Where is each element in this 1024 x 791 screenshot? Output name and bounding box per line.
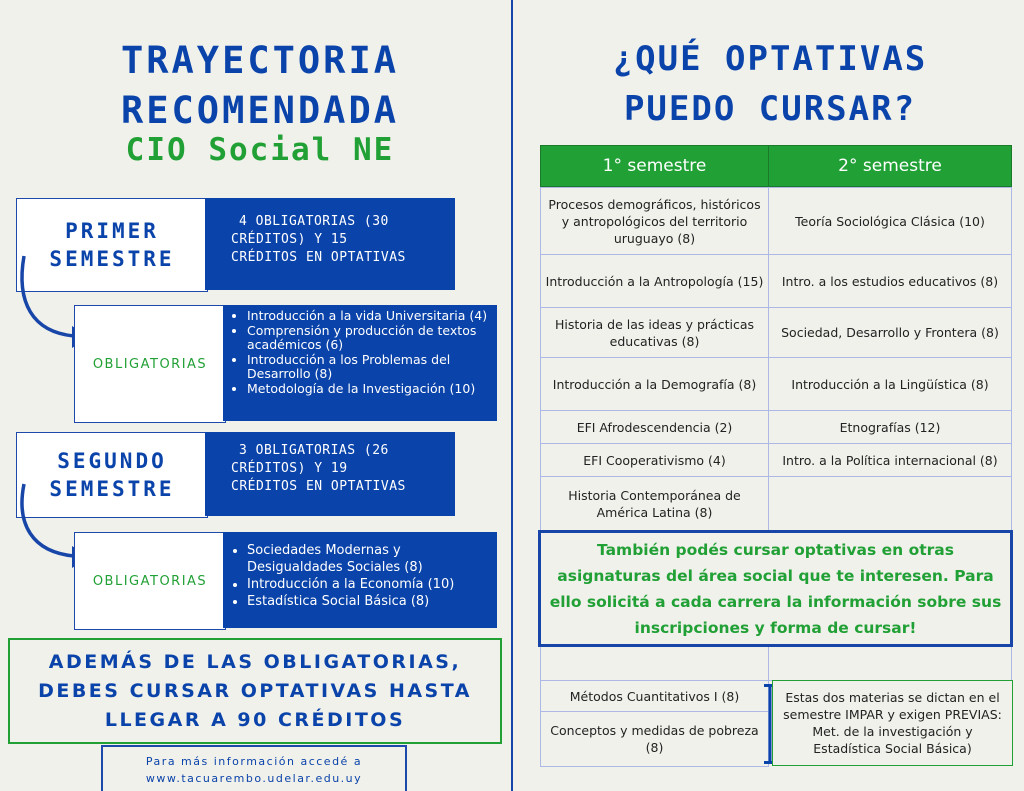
center-divider <box>511 0 513 791</box>
second-semester-oblig-label: OBLIGATORIAS <box>74 532 226 630</box>
table-cell <box>768 476 1012 531</box>
table-cell: Introducción a la Lingüística (8) <box>768 357 1012 411</box>
second-semester-course-list <box>223 532 497 628</box>
second-semester-label-line1: SEGUNDO <box>57 449 167 473</box>
list-item: • Sociedades Modernas y Desigualdades Sociales (8) <box>247 542 493 576</box>
second-semester-info <box>205 432 455 516</box>
first-semester-info <box>205 198 455 290</box>
left-title-line1: TRAYECTORIA <box>120 39 400 82</box>
second-semester-info-line1: 3 OBLIGATORIAS (26 <box>239 443 389 458</box>
more-info-url[interactable]: www.tacuarembo.udelar.edu.uy <box>145 772 363 785</box>
first-semester-label-line1: PRIMER <box>65 219 159 243</box>
list-item: • Introducción a la Economía (10) <box>247 576 493 593</box>
table-cell: Introducción a la Demografía (8) <box>540 357 769 411</box>
first-semester-label-line2: SEMESTRE <box>49 247 175 271</box>
list-item: • Introducción a los Problemas del Desarrollo (8) <box>247 353 493 382</box>
table-header-semester-2: 2° semestre <box>768 145 1012 187</box>
table-cell: Métodos Cuantitativos I (8) <box>540 680 769 712</box>
table-cell: Historia de las ideas y prácticas educativas (8) <box>540 307 769 358</box>
optatives-note-box: También podés cursar optativas en otras asignaturas del área social que te interesen. Para ello solicitá a cada carrera la información sobre sus inscripciones y forma de cursar! <box>538 530 1013 647</box>
table-cell: Teoría Sociológica Clásica (10) <box>768 187 1012 255</box>
left-title-line2: RECOMENDADA <box>120 89 400 132</box>
table-cell: Etnografías (12) <box>768 410 1012 444</box>
table-cell: Introducción a la Antropología (15) <box>540 254 769 308</box>
list-item: • Introducción a la vida Universitaria (4) <box>247 309 493 324</box>
credits-requirement-box <box>8 638 502 744</box>
credits-requirement-line2: DEBES CURSAR OPTATIVAS HASTA <box>38 679 472 702</box>
second-semester-info-line2: CRÉDITOS) Y 19 <box>231 461 348 476</box>
right-title <box>560 34 980 134</box>
second-semester-info-line3: CRÉDITOS EN OPTATIVAS <box>231 479 406 494</box>
left-title <box>40 36 480 136</box>
second-semester-label-line2: SEMESTRE <box>49 477 175 501</box>
list-item: • Comprensión y producción de textos académicos (6) <box>247 324 493 353</box>
table-cell: Historia Contemporánea de América Latina (8) <box>540 476 769 531</box>
first-semester-oblig-label: OBLIGATORIAS <box>74 305 226 423</box>
left-subtitle: CIO Social NE <box>125 132 395 168</box>
right-title-line2: PUEDO CURSAR? <box>623 89 917 129</box>
table-cell: Intro. a los estudios educativos (8) <box>768 254 1012 308</box>
table-cell: Intro. a la Política internacional (8) <box>768 443 1012 477</box>
first-semester-course-list <box>223 305 497 421</box>
table-cell-empty <box>768 646 1012 681</box>
list-item: • Estadística Social Básica (8) <box>247 593 493 610</box>
table-cell: Sociedad, Desarrollo y Frontera (8) <box>768 307 1012 358</box>
more-info-box <box>101 745 407 791</box>
table-cell: Procesos demográficos, históricos y antropológicos del territorio uruguayo (8) <box>540 187 769 255</box>
list-item: • Metodología de la Investigación (10) <box>247 382 493 397</box>
table-cell-empty <box>540 646 769 681</box>
credits-requirement-line3: LLEGAR A 90 CRÉDITOS <box>104 708 406 731</box>
prerequisites-note: Estas dos materias se dictan en el semestre IMPAR y exigen PREVIAS: Met. de la investigación y Estadística Social Básica) <box>772 680 1013 766</box>
first-semester-info-line3: CRÉDITOS EN OPTATIVAS <box>231 250 406 265</box>
table-cell: EFI Cooperativismo (4) <box>540 443 769 477</box>
first-semester-info-line1: 4 OBLIGATORIAS (30 <box>239 214 389 229</box>
right-title-line1: ¿QUÉ OPTATIVAS <box>612 39 928 79</box>
first-semester-info-line2: CRÉDITOS) Y 15 <box>231 232 348 247</box>
table-cell: EFI Afrodescendencia (2) <box>540 410 769 444</box>
table-header-semester-1: 1° semestre <box>540 145 769 187</box>
table-cell: Conceptos y medidas de pobreza (8) <box>540 711 769 767</box>
credits-requirement-line1: ADEMÁS DE LAS OBLIGATORIAS, <box>48 650 462 673</box>
more-info-text: Para más información accedé a <box>145 755 363 768</box>
